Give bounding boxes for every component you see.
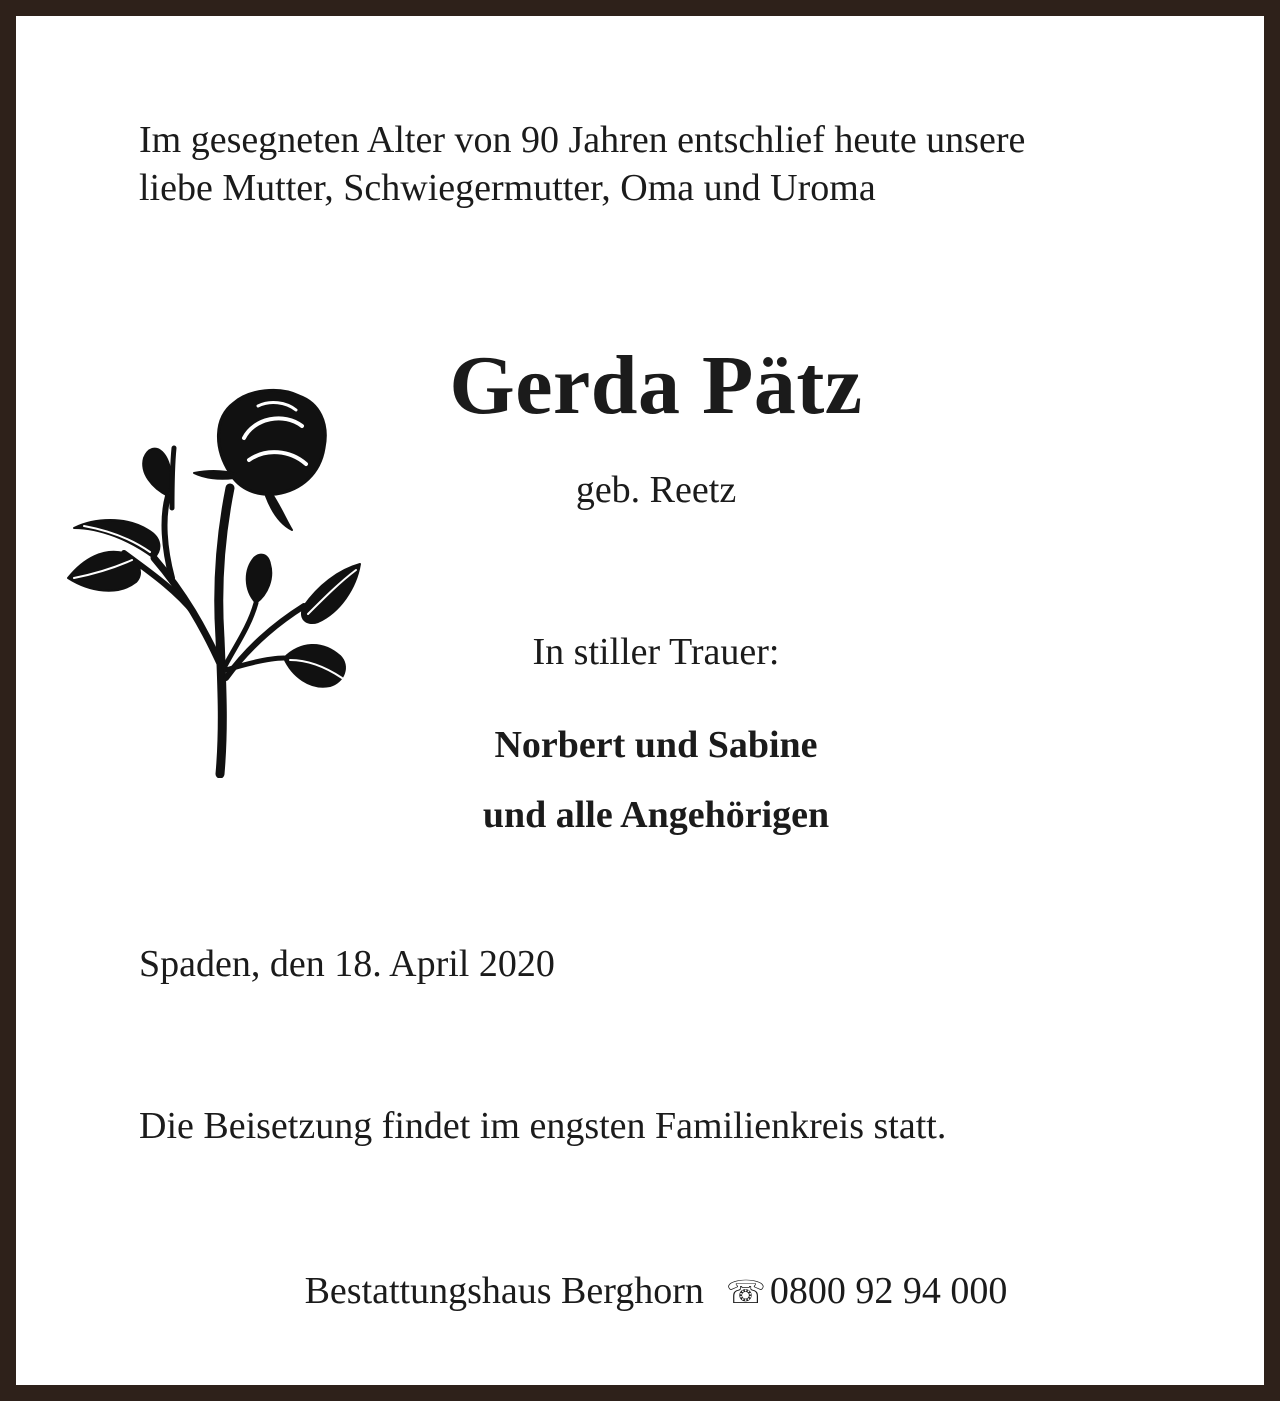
- maiden-name: geb. Reetz: [575, 469, 737, 511]
- intro-line-2: liebe Mutter, Schwiegermutter, Oma und Uroma: [139, 167, 876, 209]
- burial-note: Die Beisetzung findet im engsten Familienkreis statt.: [139, 1105, 947, 1147]
- place-date: Spaden, den 18. April 2020: [139, 943, 555, 985]
- mourners-line-1: Norbert und Sabine: [494, 724, 818, 766]
- funeral-home-phone: 0800 92 94 000: [769, 1270, 1008, 1312]
- mourners-line-2: und alle Angehörigen: [482, 794, 830, 836]
- intro-text: [139, 116, 1239, 212]
- phone-icon: ☏: [725, 1273, 766, 1311]
- deceased-name: Gerda Pätz: [449, 339, 863, 432]
- funeral-home-line: [16, 1269, 1280, 1314]
- mourners: [16, 710, 1280, 850]
- intro-line-1: Im gesegneten Alter von 90 Jahren entschlief heute unsere: [139, 119, 1026, 161]
- mourning-heading: In stiller Trauer:: [532, 631, 780, 673]
- funeral-home-name: Bestattungshaus Berghorn: [304, 1270, 704, 1312]
